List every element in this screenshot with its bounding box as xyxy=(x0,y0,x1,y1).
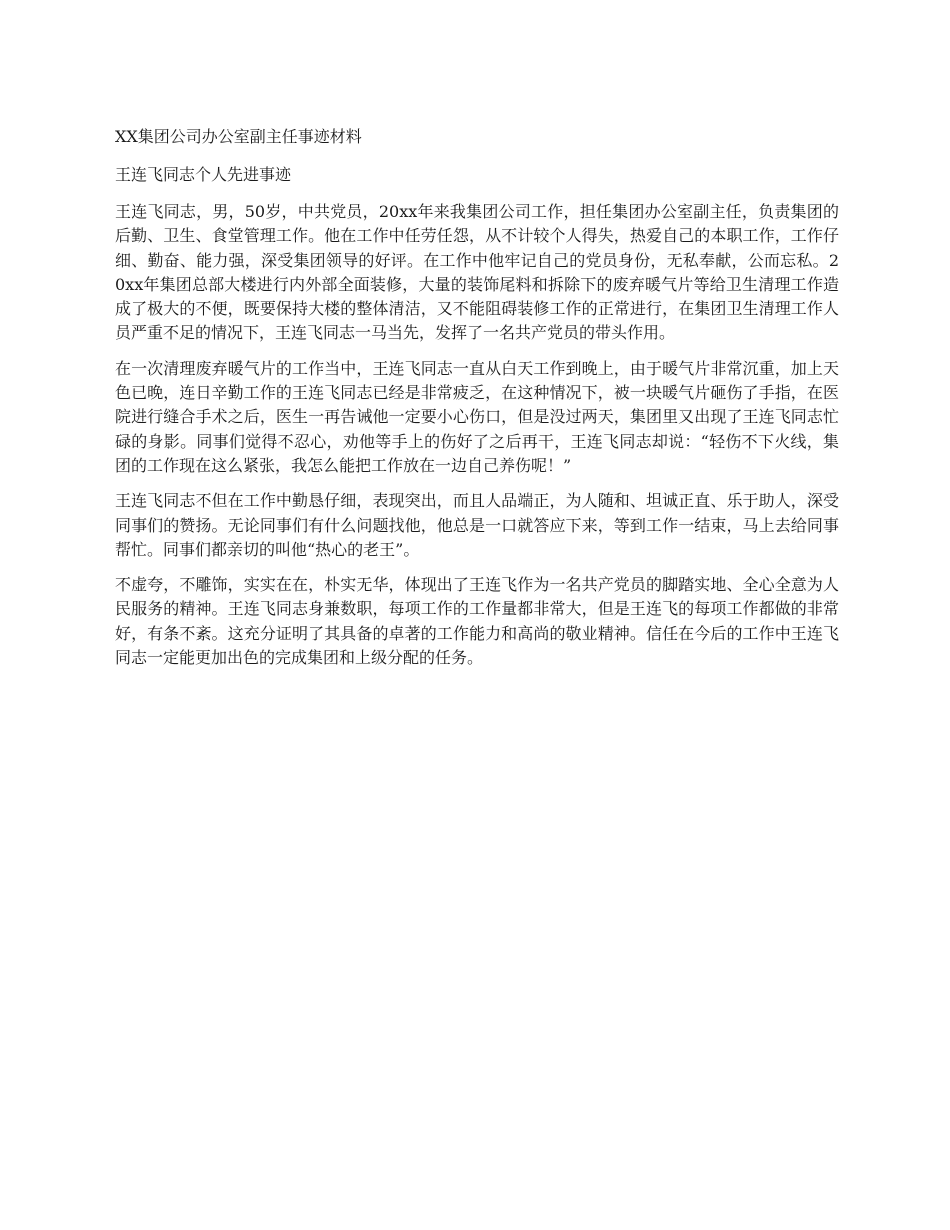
paragraph-2: 在一次清理废弃暖气片的工作当中，王连飞同志一直从白天工作到晚上，由于暖气片非常沉重，加上天色已晚，连日辛勤工作的王连飞同志已经是非常疲乏，在这种情况下，被一块暖气片砸伤了手指，在医院进行缝合手术之后，医生一再告诫他一定要小心伤口，但是没过两天，集团里又出现了王连飞同志忙碌的身影。同事们觉得不忍心，劝他等手上的伤好了之后再干，王连飞同志却说：“轻伤不下火线，集团的工作现在这么紧张，我怎么能把工作放在一边自己养伤呢！” xyxy=(115,358,839,475)
paragraph-1: 王连飞同志，男，50岁，中共党员，20xx年来我集团公司工作，担任集团办公室副主任，负责集团的后勤、卫生、食堂管理工作。他在工作中任劳任怨，从不计较个人得失，热爱自己的本职工作，工作仔细、勤奋、能力强，深受集团领导的好评。在工作中他牢记自己的党员身份，无私奉献，公而忘私。20xx年集团总部大楼进行内外部全面装修，大量的装饰尾料和拆除下的废弃暖气片等给卫生清理工作造成了极大的不便，既要保持大楼的整体清洁，又不能阻碍装修工作的正常进行，在集团卫生清理工作人员严重不足的情况下，王连飞同志一马当先，发挥了一名共产党员的带头作用。 xyxy=(115,202,839,343)
document-page xyxy=(115,124,839,681)
paragraph-3: 王连飞同志不但在工作中勤恳仔细，表现突出，而且人品端正，为人随和、坦诚正直、乐于助人，深受同事们的赞扬。无论同事们有什么问题找他，他总是一口就答应下来，等到工作一结束，马上去给同事帮忙。同事们都亲切的叫他“热心的老王”。 xyxy=(115,491,839,559)
paragraph-4: 不虚夸，不雕饰，实实在在，朴实无华，体现出了王连飞作为一名共产党员的脚踏实地、全心全意为人民服务的精神。王连飞同志身兼数职，每项工作的工作量都非常大，但是王连飞的每项工作都做的非常好，有条不紊。这充分证明了其具备的卓著的工作能力和高尚的敬业精神。信任在今后的工作中王连飞同志一定能更加出色的完成集团和上级分配的任务。 xyxy=(115,575,839,668)
document-title: XX集团公司办公室副主任事迹材料 xyxy=(115,127,362,146)
document-subtitle: 王连飞同志个人先进事迹 xyxy=(115,165,292,184)
